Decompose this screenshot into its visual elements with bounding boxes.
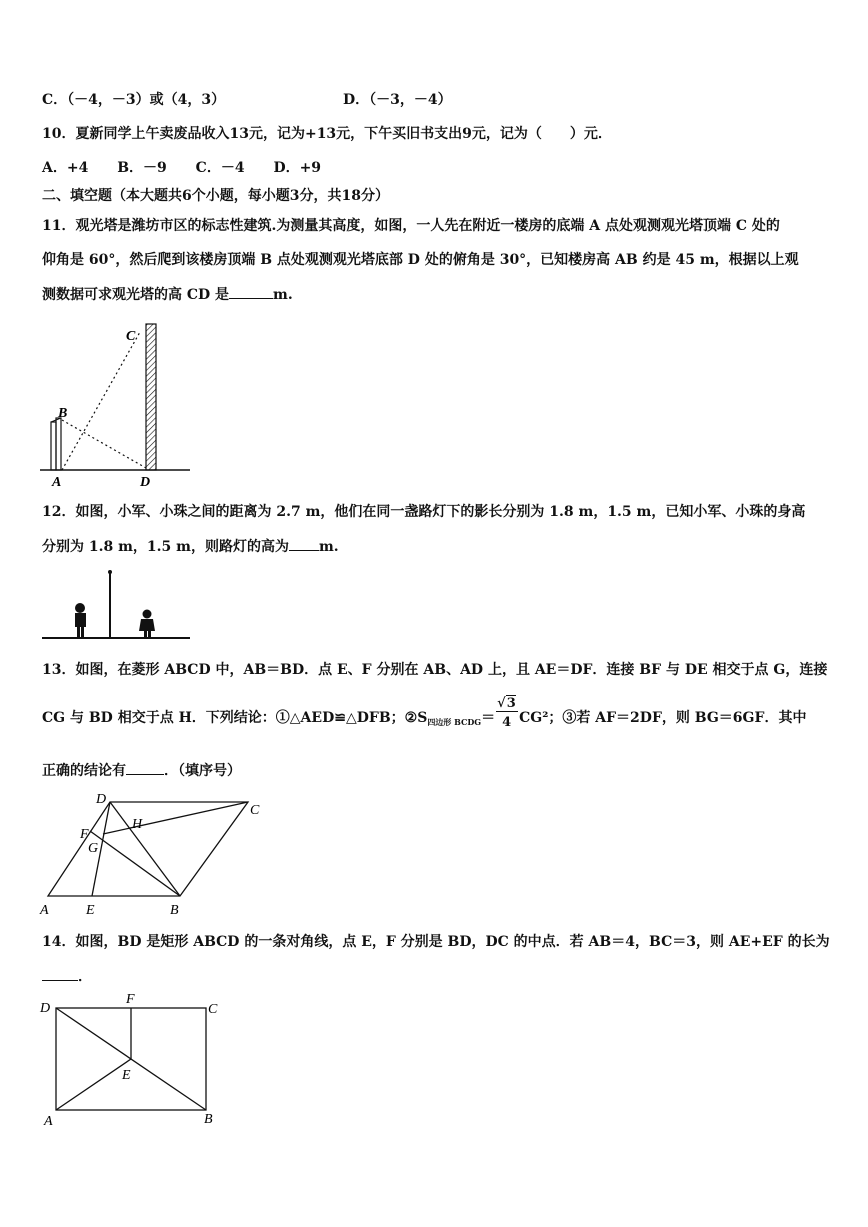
q12-line-2-text: 分别为 1.8 m，1.5 m，则路灯的高为: [42, 539, 289, 555]
q13-figure: [36, 790, 268, 920]
q12-line-1: 12．如图，小军、小珠之间的距离为 2.7 m，他们在同一盏路灯下的影长分别为 1.8 m，1.5 m，已知小军、小珠的身高: [42, 504, 806, 520]
q13-sqrt-icon: √3: [497, 696, 516, 711]
q10-options: [42, 158, 321, 178]
q14-label-e: E: [122, 1068, 131, 1083]
q11-label-d: D: [140, 475, 151, 490]
q14-line-1: 14．如图，BD 是矩形 ABCD 的一条对角线，点 E，F 分别是 BD，DC 的中点．若 AB＝4，BC＝3，则 AE+EF 的长为: [42, 934, 830, 950]
q14-label-d: D: [40, 1001, 51, 1016]
q13-label-g: G: [88, 841, 99, 856]
q13-label-c: C: [250, 803, 260, 818]
q13-label-f: F: [80, 827, 89, 842]
q11-label-b: B: [58, 406, 68, 421]
q14-label-c: C: [208, 1002, 218, 1017]
q13-answer-blank[interactable]: [126, 760, 164, 775]
q13-line-3-hint: ．（填序号）: [164, 763, 241, 779]
person-icon: [139, 610, 155, 639]
q14-line-2: [42, 966, 92, 987]
q11-label-c: C: [126, 329, 136, 344]
q13-line-1: 13．如图，在菱形 ABCD 中，AB＝BD．点 E、F 分别在 AB、AD 上，且 AE＝DF．连接 BF 与 DE 相交于点 G，连接: [42, 662, 828, 678]
q13-line-3: [42, 760, 241, 781]
q14-line-2-period: ．: [78, 969, 92, 985]
section-title: 二、填空题（本大题共6个小题，每小题3分，共18分）: [42, 188, 389, 204]
q9-option-c: C．（－4，－3）或（4，3）: [42, 92, 226, 108]
q11-label-a: A: [52, 475, 62, 490]
q13-equals: ＝: [481, 710, 496, 726]
q10-option-b: B．－9: [117, 160, 167, 176]
q14-figure: [36, 990, 236, 1132]
q11-line-3: [42, 284, 293, 305]
q11-figure: [40, 318, 195, 490]
q9-option-d: D．（－3，－4）: [343, 92, 452, 108]
q11-line-3-text: 测数据可求观光塔的高 CD 是: [42, 287, 230, 303]
q10-text: 10．夏新同学上午卖废品收入13元，记为+13元，下午买旧书支出9元，记为（ ）元．: [42, 126, 612, 142]
q11-answer-blank[interactable]: [229, 284, 273, 299]
q13-fraction: [495, 696, 519, 730]
q13-label-b: B: [170, 903, 179, 918]
q13-denominator: 4: [502, 715, 512, 730]
q10-option-d: D．+9: [273, 160, 322, 176]
q12-line-2: [42, 536, 339, 557]
q14-answer-blank[interactable]: [42, 966, 78, 981]
q13-subscript: 四边形 BCDG: [427, 717, 482, 727]
q13-fraction-bar: [496, 711, 518, 712]
q14-label-a: A: [44, 1114, 53, 1129]
q14-label-f: F: [126, 992, 135, 1007]
q13-line-2: [42, 696, 807, 742]
person-icon: [75, 603, 86, 638]
q11-line-1: 11．观光塔是潍坊市区的标志性建筑.为测量其高度，如图，一人先在附近一楼房的底端 A 点处观测观光塔顶端 C 处的: [42, 218, 780, 234]
q13-line-3-text: 正确的结论有: [42, 763, 126, 779]
q13-line-2-text: CG 与 BD 相交于点 H．下列结论：①△AED≌△DFB；②S: [42, 710, 428, 726]
q11-line-2: 仰角是 60°，然后爬到该楼房顶端 B 点处观测观光塔底部 D 处的俯角是 30°，已知楼房高 AB 约是 45 m，根据以上观: [42, 252, 799, 268]
q12-line-2-unit: m.: [318, 539, 339, 555]
q12-figure: [40, 566, 195, 642]
q14-label-b: B: [204, 1112, 213, 1127]
q13-line-2-rest: CG²；③若 AF＝2DF，则 BG＝6GF．其中: [519, 710, 807, 726]
q12-answer-blank[interactable]: [289, 536, 319, 551]
q13-label-d: D: [96, 792, 107, 807]
q10-option-a: A．+4: [42, 160, 89, 176]
q13-label-a: A: [40, 903, 49, 918]
q10-option-c: C．－4: [195, 160, 245, 176]
q13-label-e: E: [86, 903, 95, 918]
q13-label-h: H: [132, 817, 143, 832]
q13-sqrt-number: 3: [506, 696, 516, 711]
q11-line-3-unit: m.: [273, 287, 293, 303]
